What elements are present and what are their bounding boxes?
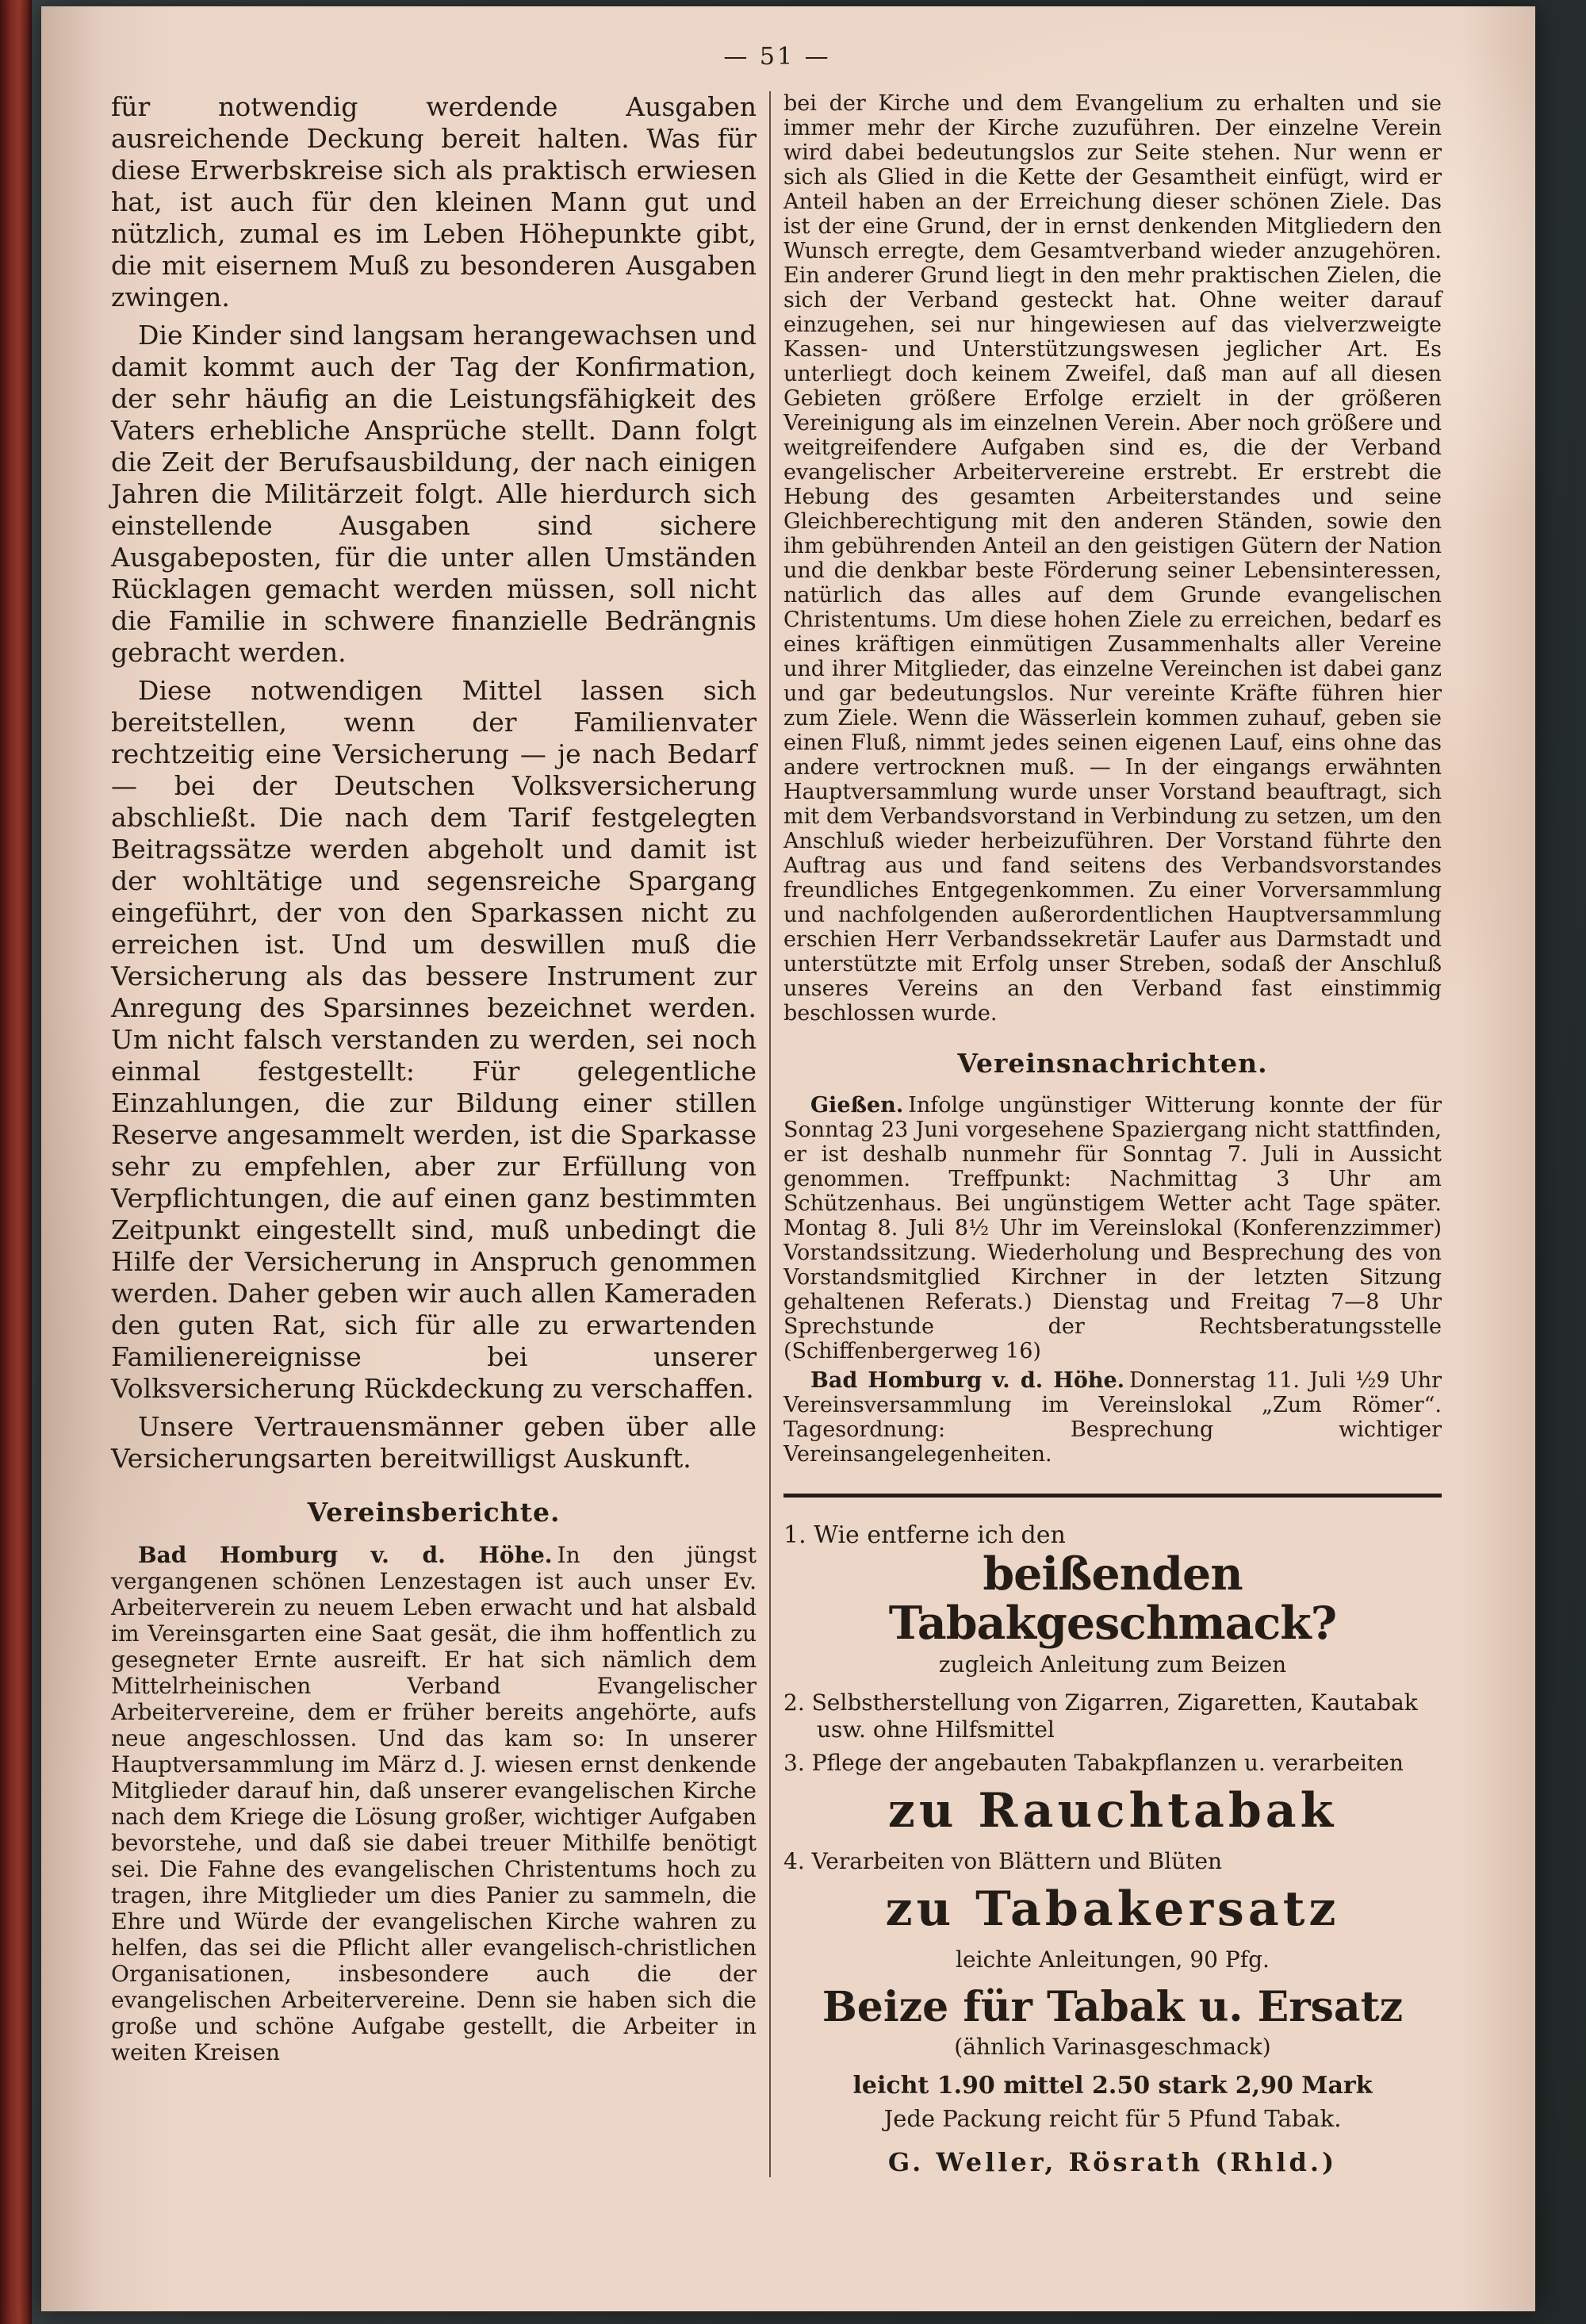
advert-prices: leicht 1.90 mittel 2.50 stark 2,90 Mark	[852, 2072, 1373, 2100]
advert-headline-beize: Beize für Tabak u. Ersatz	[822, 1983, 1404, 2031]
advert-item3: 3. Pflege der angebauten Tabakpflanzen u. verarbeiten	[783, 1750, 1404, 1776]
notice-giessen-lead: Gießen.	[810, 1093, 904, 1118]
article-paragraph-1: für notwendig werdende Ausgaben ausreichende Deckung bereit halten. Was für diese Erwerbskreise sich als praktisch erwiesen hat, ist auch für den kleinen Mann gut und nützlich, zumal es im Leben Höhepunkte gibt, die mit eisernem Muß zu besonderen Ausgaben zwingen.	[111, 91, 757, 313]
article-paragraph-2: Die Kinder sind langsam herangewachsen und damit kommt auch der Tag der Konfirmation, der sehr häufig an die Leistungsfähigkeit des Vaters erhebliche Ansprüche stellt. Dann folgt die Zeit der Berufsausbildung, der nach einigen Jahren die Militärzeit folgt. Alle hierdurch sich einstellende Ausgaben sind sichere Ausgabeposten, für die unter allen Umständen Rücklagen gemacht werden müssen, soll nicht die Familie in schwere finanzielle Bedrängnis gebracht werden.	[111, 320, 757, 668]
advert-headline-tabakgeschmack: beißenden Tabakgeschmack?	[888, 1547, 1337, 1650]
advert-top-rule	[783, 1494, 1442, 1498]
report-lead: Bad Homburg v. d. Höhe.	[138, 1542, 553, 1568]
advert-headline-tabakersatz: zu Tabakersatz	[885, 1881, 1340, 1937]
right-column	[783, 91, 1442, 2177]
left-column	[111, 91, 757, 2177]
magazine-page	[41, 6, 1535, 2311]
page-number: — 51 —	[723, 43, 831, 71]
advert-item1-note: zugleich Anleitung zum Beizen	[938, 1651, 1287, 1678]
report-continuation-paragraph: bei der Kirche und dem Evangelium zu erhalten und sie immer mehr der Kirche zuzuführen. Der einzelne Verein wird dabei bedeutungslos zur Seite stehen. Nur wenn er sich als Glied in die Kette der Gesamtheit einfügt, wird er Anteil haben an der Erreichung dieser schönen Ziele. Das ist der eine Grund, der in ernst denkenden Mitgliedern den Wunsch erregte, dem Gesamtverband wieder anzugehören. Ein anderer Grund liegt in den mehr praktischen Zielen, die sich der Verband gesteckt hat. Ohne weiter darauf einzugehen, sei nur hingewiesen auf das vielverzweigte Kassen- und Unterstützungswesen jeglicher Art. Es unterliegt doch keinem Zweifel, daß man auf all diesen Gebieten größere Erfolge erzielt in der größeren Vereinigung als im einzelnen Verein. Aber noch größere und weitgreifendere Aufgaben sind es, die der Verband evangelischer Arbeitervereine erstrebt. Er erstrebt die Hebung des gesamten Arbeiterstandes und seine Gleichberechtigung mit den anderen Ständen, sowie den ihm gebührenden Anteil an den geistigen Gütern der Nation und die denkbar beste Förderung seiner Lebensinteressen, natürlich das alles auf dem Grunde evangelischen Christentums. Um diese hohen Ziele zu erreichen, bedarf es eines kräftigen einmütigen Zusammenhalts aller Vereine und ihrer Mitglieder, das einzelne Vereinchen ist dabei ganz und gar bedeutungslos. Nur vereinte Kräfte führen hier zum Ziele. Wenn die Wässerlein kommen zuhauf, geben sie einen Fluß, nimmt jedes seinen eigenen Lauf, eins ohne das andere vertrocknen muß. — In der eingangs erwähnten Hauptversammlung wurde unser Vorstand beauftragt, sich mit dem Verbandsvorstand in Verbindung zu setzen, um den Anschluß wieder herbeizuführen. Der Vorstand führte den Auftrag aus und fand seitens des Verbandsvorstandes freundliches Entgegenkommen. Zu einer Vorversammlung und nachfolgenden außerordentlichen Hauptversammlung erschien Herr Verbandssekretär Laufer aus Darmstadt und unterstützte mit Erfolg unser Streben, sodaß der Anschluß unseres Vereins an den Verband fast einstimmig beschlossen wurde.	[783, 91, 1442, 1026]
notice-bad-homburg-lead: Bad Homburg v. d. Höhe.	[810, 1368, 1125, 1393]
section-heading-vereinsnachrichten: Vereinsnachrichten.	[957, 1048, 1268, 1079]
page-content	[111, 43, 1443, 2267]
advert-price-note: leichte Anleitungen, 90 Pfg.	[956, 1946, 1270, 1973]
article-paragraph-4: Unsere Vertrauensmänner geben über alle Versicherungsarten bereitwilligst Auskunft.	[111, 1411, 757, 1474]
column-divider-rule	[769, 91, 771, 2177]
notice-giessen	[783, 1093, 1442, 1363]
advert-seller: G. Weller, Rösrath (Rhld.)	[887, 2147, 1338, 2177]
advert-item1-prefix: 1. Wie entferne ich den	[783, 1521, 1066, 1549]
notice-bad-homburg	[783, 1368, 1442, 1467]
column-gap	[757, 91, 783, 2177]
advert-item4: 4. Verarbeiten von Blättern und Blüten	[783, 1848, 1223, 1874]
advert	[783, 1494, 1442, 2177]
advert-headline-rauchtabak: zu Rauchtabak	[887, 1783, 1338, 1839]
report-body: In den jüngst vergangenen schönen Lenzestagen ist auch unser Ev. Arbeiterverein zu neuem Leben erwacht und hat alsbald im Vereinsgarten eine Saat gesät, die ihm hoffentlich zu gesegneter Ernte ausreift. Er hat sich nämlich dem Mittelrheinischen Verband Evangelischer Arbeitervereine, dem er früher bereits angehörte, aufs neue angeschlossen. Und das kam so: In unserer Hauptversammlung im März d. J. wiesen ernst denkende Mitglieder darauf hin, daß unserer evangelischen Kirche nach dem Kriege die Lösung großer, wichtiger Aufgaben bevorstehe, und daß sie dabei treuer Mithilfe benötigt sei. Die Fahne des evangelischen Christentums hoch zu tragen, ihre Mitglieder um dies Panier zu sammeln, die Ehre und Würde der evangelischen Kirche wahren zu helfen, das sei die Pflicht aller evangelisch-christlichen Organisationen, insbesondere auch die der evangelischen Arbeitervereine. Denn sie haben sich die große und schöne Aufgabe gestellt, die Arbeiter in weiten Kreisen	[111, 1542, 757, 2065]
advert-item2: 2. Selbstherstellung von Zigarren, Zigaretten, Kautabak usw. ohne Hilfsmittel	[783, 1689, 1418, 1743]
report-paragraph	[111, 1542, 757, 2065]
advert-pack-note: Jede Packung reicht für 5 Pfund Tabak.	[883, 2105, 1342, 2132]
section-heading-vereinsberichte: Vereinsberichte.	[307, 1497, 561, 1528]
advert-product-note: (ähnlich Varinasgeschmack)	[954, 2034, 1271, 2060]
book-spine	[0, 0, 32, 2324]
notice-giessen-body: Infolge ungünstiger Witterung konnte der für Sonntag 23 Juni vorgesehene Spaziergang nicht stattfinden, er ist deshalb nunmehr für Sonntag 7. Juli in Aussicht genommen. Treffpunkt: Nachmittag 3 Uhr am Schützenhaus. Bei ungünstigem Wetter acht Tage später. Montag 8. Juli 8½ Uhr im Vereinslokal (Konferenzzimmer) Vorstandssitzung. Wiederholung und Besprechung des von Vorstandsmitglied Kirchner in der letzten Sitzung gehaltenen Referats.) Dienstag und Freitag 7—8 Uhr Sprechstunde der Rechtsberatungsstelle (Schiffenbergerweg 16)	[783, 1093, 1442, 1363]
two-column-layout	[111, 91, 1443, 2177]
article-paragraph-3: Diese notwendigen Mittel lassen sich bereitstellen, wenn der Familienvater rechtzeitig eine Versicherung — je nach Bedarf — bei der Deutschen Volksversicherung abschließt. Die nach dem Tarif festgelegten Beitragssätze werden abgeholt und damit ist der wohltätige und segensreiche Spargang eingeführt, der von den Sparkassen nicht zu erreichen ist. Und um deswillen muß die Versicherung als das bessere Instrument zur Anregung des Sparsinnes bezeichnet werden. Um nicht falsch verstanden zu werden, sei noch einmal festgestellt: Für gelegentliche Einzahlungen, die zur Bildung einer stillen Reserve angesammelt werden, ist die Sparkasse sehr zu empfehlen, aber zur Erfüllung von Verpflichtungen, die auf einen ganz bestimmten Zeitpunkt eingestellt sind, muß unbedingt die Hilfe der Versicherung in Anspruch genommen werden. Daher geben wir auch allen Kameraden den guten Rat, sich für alle zu erwartenden Familienereignisse bei unserer Volksversicherung Rückdeckung zu verschaffen.	[111, 675, 757, 1404]
notice-bad-homburg-body: Donnerstag 11. Juli ½9 Uhr Vereinsversammlung im Vereinslokal „Zum Römer“. Tagesordnung: Besprechung wichtiger Vereinsangelegenheiten.	[783, 1368, 1442, 1467]
